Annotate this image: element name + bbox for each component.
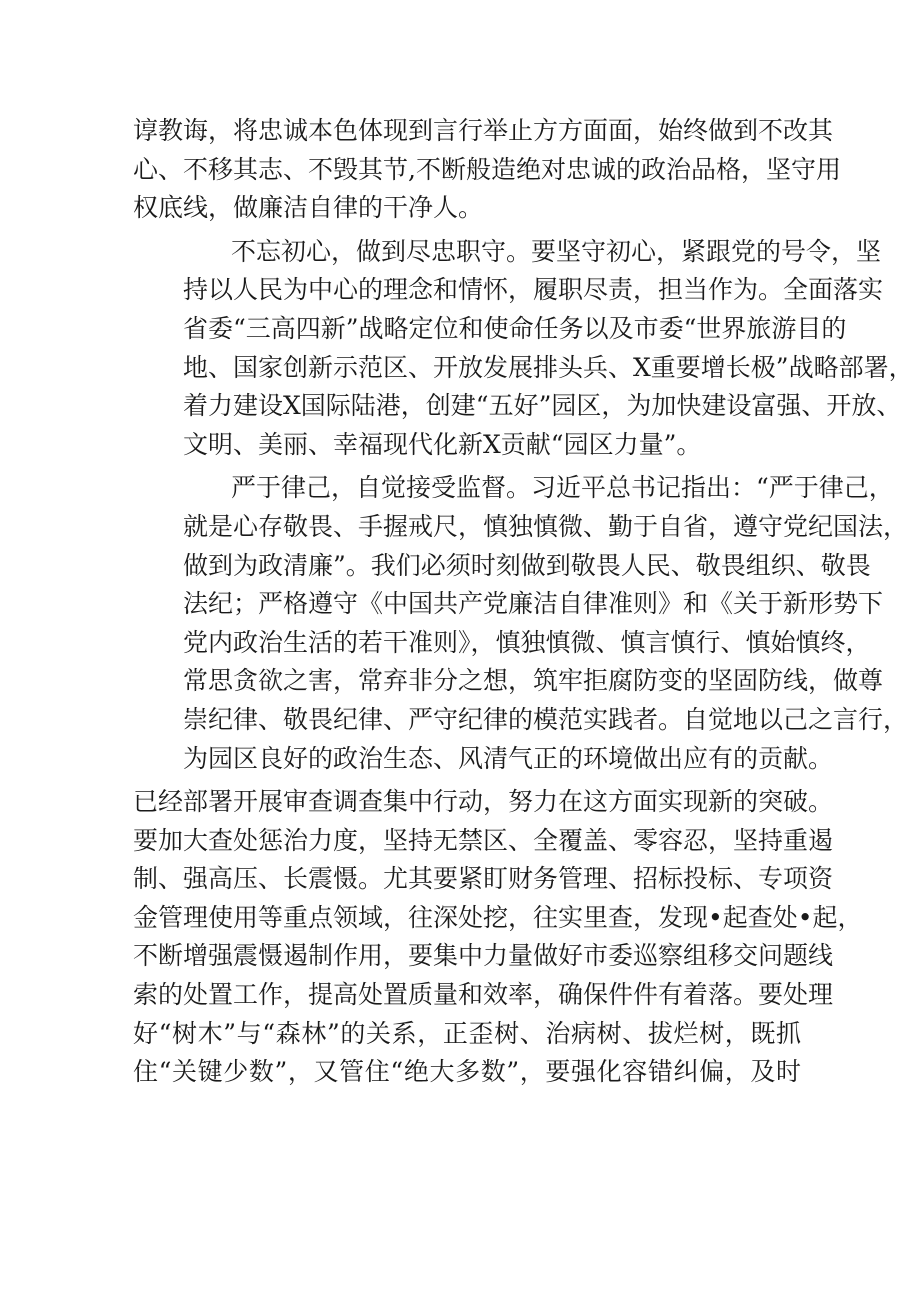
text-line: 不忘初心，做到尽忠职守。要坚守初心，紧跟党的号令，坚 xyxy=(231,236,882,266)
text-line: 住“关键少数”，又管住“绝大多数”，要强化容错纠偏，及时 xyxy=(133,1057,801,1087)
text-line: 做到为政清廉”。我们必须时刻做到敬畏人民、敬畏组织、敬畏 xyxy=(183,550,871,580)
text-line: 省委“三高四新”战略定位和使命任务以及市委“世界旅游目的 xyxy=(183,313,847,343)
text-line: 制、强高压、长震慑。尤其要紧盯财务管理、招标投标、专项资 xyxy=(133,864,834,894)
document-body xyxy=(133,112,914,1097)
text-line: 法纪；严格遵守《中国共产党廉洁自律准则》和《关于新形势下 xyxy=(183,589,884,619)
paragraph-3 xyxy=(133,469,909,778)
text-line: 好“树木”与“森林”的关系，正歪树、治病树、拔烂树，既抓 xyxy=(133,1018,801,1048)
text-line: 为园区良好的政治生态、风清气正的环境做出应有的贡献。 xyxy=(183,743,834,773)
text-line: 持以人民为中心的理念和情怀，履职尽责，担当作为。全面落实 xyxy=(183,275,884,305)
text-line: 不断增强震慑遏制作用，要集中力量做好市委巡察组移交问题线 xyxy=(133,941,834,971)
text-line: 金管理使用等重点领域，往深处挖，往实里查，发现•起查处•起， xyxy=(133,902,863,932)
text-line: 文明、美丽、幸福现代化新X贡献“园区力量”。 xyxy=(183,429,702,459)
text-line: 索的处置工作，提高处置质量和效率，确保件件有着落。要处理 xyxy=(133,980,834,1010)
text-line: 常思贪欲之害，常弃非分之想，筑牢拒腐防变的坚固防线，做尊 xyxy=(183,666,884,696)
text-line: 心、不移其志、不毁其节,不断般造绝对忠诚的政治品格，坚守用 xyxy=(133,154,841,184)
paragraph-1 xyxy=(133,112,841,228)
text-line: 已经部署开展审查调查集中行动，努力在这方面实现新的突破。 xyxy=(133,787,834,817)
text-line: 崇纪律、敬畏纪律、严守纪律的模范实践者。自觉地以己之言行， xyxy=(183,704,909,734)
text-line: 严于律己，自觉接受监督。习近平总书记指出：“严于律己， xyxy=(231,473,894,503)
text-line: 党内政治生活的若干准则》，慎独慎微、慎言慎行、慎始慎终， xyxy=(183,627,871,657)
text-line: 着力建设X国际陆港，创建“五好”园区，为加快建设富强、开放、 xyxy=(183,391,902,421)
text-line: 权底线，做廉洁自律的干净人。 xyxy=(133,193,484,223)
text-line: 谆教诲，将忠诚本色体现到言行举止方方面面，始终做到不改其 xyxy=(133,116,834,145)
text-line: 要加大查处惩治力度，坚持无禁区、全覆盖、零容忍，坚持重遏 xyxy=(133,825,834,855)
paragraph-2 xyxy=(133,233,914,465)
text-line: 就是心存敬畏、手握戒尺，慎独慎微、勤于自省，遵守党纪国法， xyxy=(183,511,909,541)
paragraph-4 xyxy=(133,783,863,1092)
text-line: 地、国家创新示范区、开放发展排头兵、X重要增长极”战略部署， xyxy=(183,352,914,382)
